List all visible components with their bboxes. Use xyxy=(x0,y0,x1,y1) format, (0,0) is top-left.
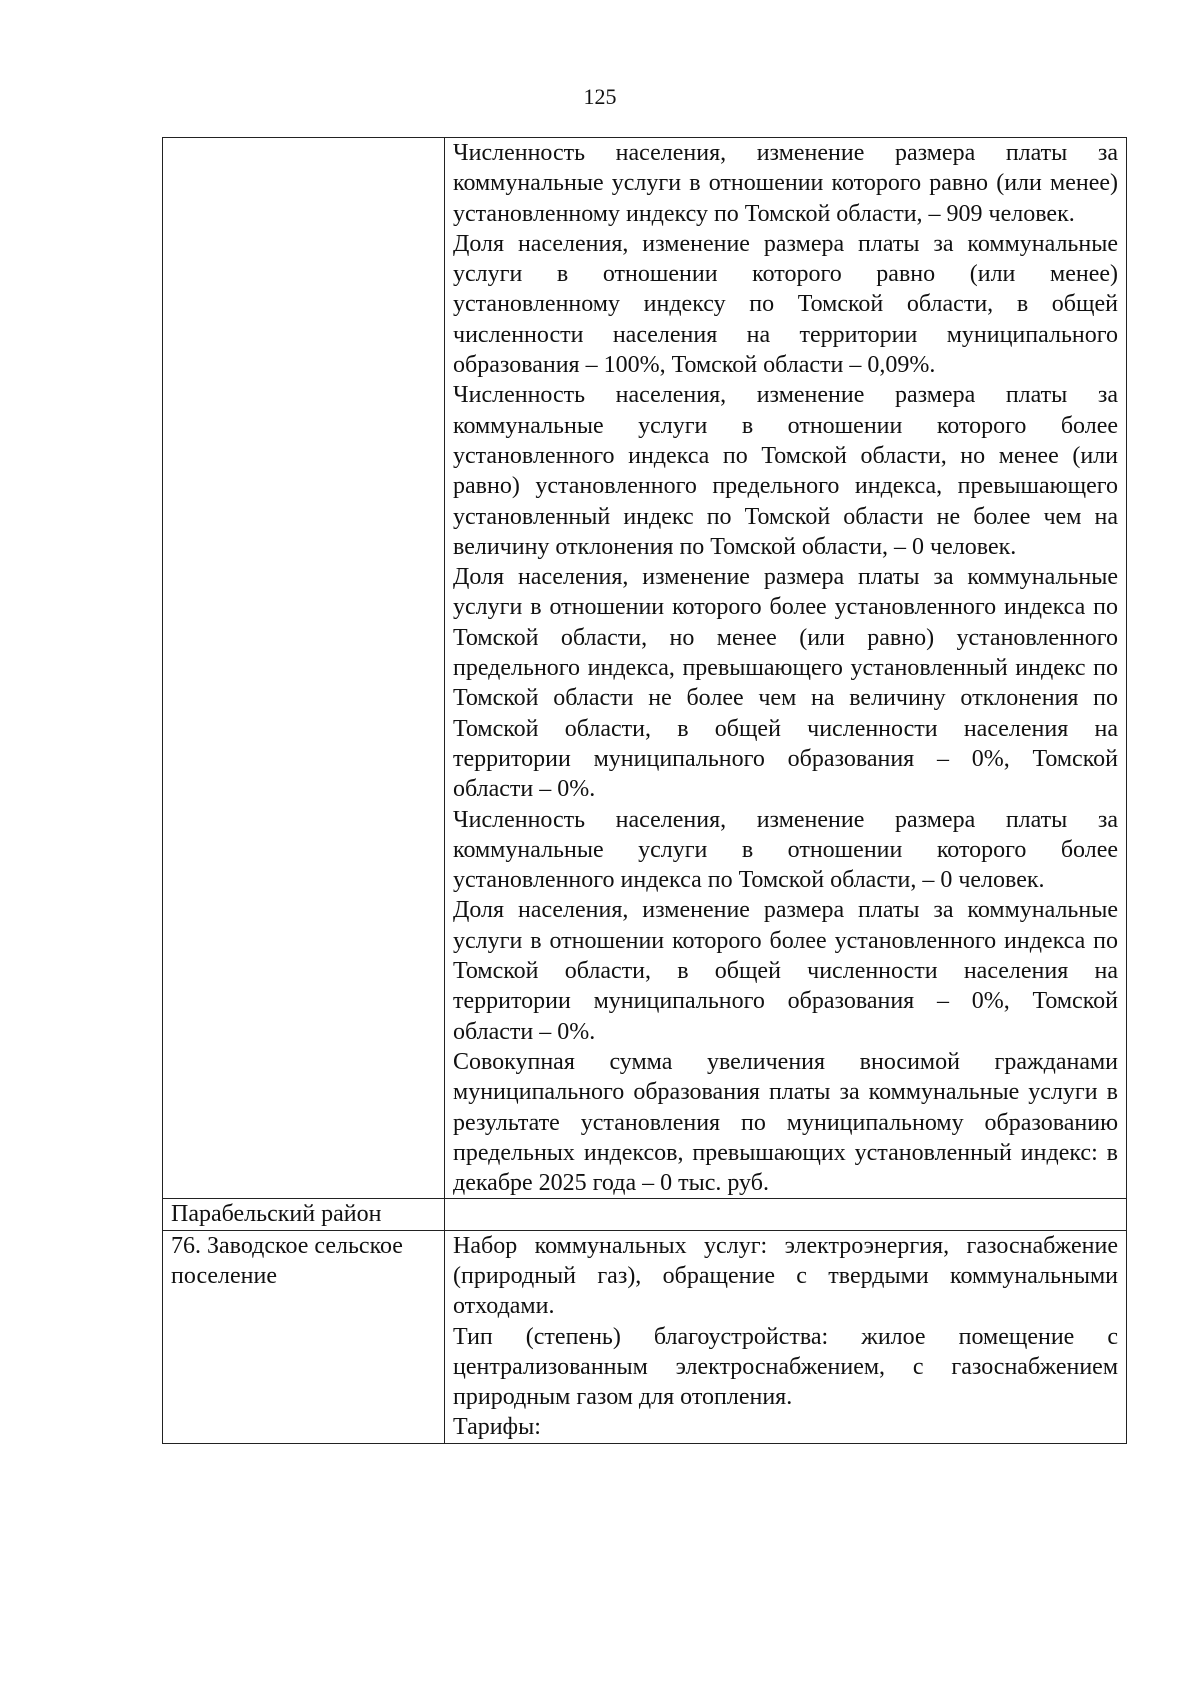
indicator-paragraph: Доля населения, изменение размера платы за коммунальные услуги в отношении которого более установленного индекса по Томской области, в общей численности населения на территории муниципального образования – 0%, Томской области – 0%. xyxy=(453,897,1118,1045)
indicator-paragraph: Тип (степень) благоустройства: жилое помещение с централизованным электроснабжением, с газоснабжением природным газом для отопления. xyxy=(453,1323,1118,1411)
indicator-paragraph: Численность населения, изменение размера платы за коммунальные услуги в отношении которого более установленного индекса по Томской области, – 0 человек. xyxy=(453,806,1118,894)
municipality-cell xyxy=(163,1230,445,1443)
district-name: Парабельский район xyxy=(171,1201,382,1228)
indicator-paragraph: Численность населения, изменение размера платы за коммунальные услуги в отношении которого более установленного индекса по Томской области, но менее (или равно) установленного предельного индекса, превышающего установленный индекс по Томской области не более чем на величину отклонения по Томской области, – 0 человек. xyxy=(453,382,1118,560)
table-row xyxy=(163,138,1127,1199)
indicators-cell xyxy=(445,138,1127,1199)
indicator-paragraph: Набор коммунальных услуг: электроэнергия, газоснабжение (природный газ), обращение с твердыми коммунальными отходами. xyxy=(453,1232,1118,1320)
page-number: 125 xyxy=(583,84,617,109)
indicator-paragraph: Тарифы: xyxy=(453,1414,541,1441)
empty-cell xyxy=(445,1199,1127,1230)
indicators-cell xyxy=(445,1230,1127,1443)
municipality-cell xyxy=(163,138,445,1199)
table-row xyxy=(163,1230,1127,1443)
indicator-paragraph: Доля населения, изменение размера платы за коммунальные услуги в отношении которого более установленного индекса по Томской области, но менее (или равно) установленного предельного индекса, превышающего установленный индекс по Томской области не более чем на величину отклонения по Томской области, в общей численности населения на территории муниципального образования – 0%, Томской области – 0%. xyxy=(453,564,1118,803)
indicator-paragraph: Совокупная сумма увеличения вносимой гражданами муниципального образования платы за коммунальные услуги в результате установления по муниципальному образованию предельных индексов, превышающих установленный индекс: в декабре 2025 года – 0 тыс. руб. xyxy=(453,1048,1118,1197)
district-cell xyxy=(163,1199,445,1230)
indicator-paragraph: Численность населения, изменение размера платы за коммунальные услуги в отношении которого равно (или менее) установленному индексу по Томской области, – 909 человек. xyxy=(453,140,1118,227)
table-row xyxy=(163,1199,1127,1230)
indicator-paragraph: Доля населения, изменение размера платы за коммунальные услуги в отношении которого равно (или менее) установленному индексу по Томской области, в общей численности населения на территории муниципального образования – 100%, Томской области – 0,09%. xyxy=(453,230,1118,379)
municipality-name: 76. Заводское сельское поселение xyxy=(171,1232,403,1289)
document-table xyxy=(162,137,1127,1444)
